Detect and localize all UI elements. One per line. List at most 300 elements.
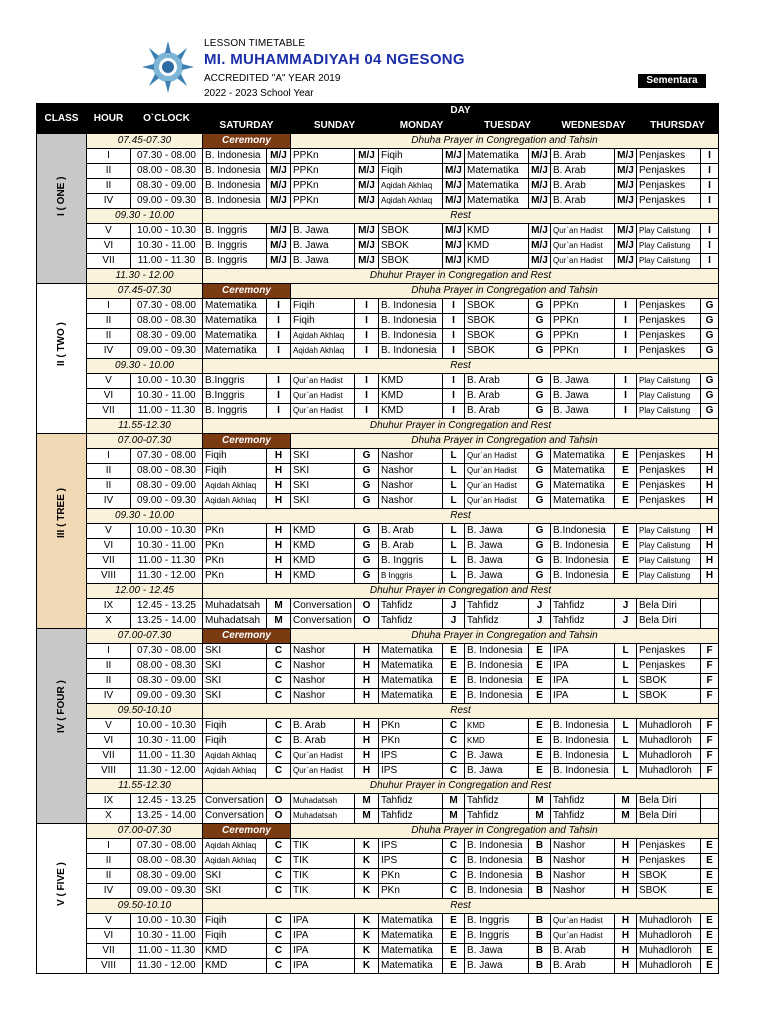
class-label: [37, 434, 87, 629]
subject-cell: PKn: [379, 869, 443, 884]
day-wednesday: WEDNESDAY: [551, 119, 637, 134]
time-cell: 11.00 - 11.30: [131, 554, 203, 569]
subject-cell: B. Jawa: [465, 764, 529, 779]
subject-cell: B. Jawa: [291, 224, 355, 239]
time-cell: 07.00-07.30: [87, 629, 203, 644]
table-row: [37, 749, 719, 764]
subject-cell: Penjaskes: [637, 164, 701, 179]
subject-cell: B. Arab: [465, 389, 529, 404]
teacher-code-cell: L: [443, 494, 465, 509]
teacher-code-cell: G: [355, 554, 379, 569]
subject-cell: Muhadloroh: [637, 719, 701, 734]
subject-cell: Aqidah Akhlaq: [203, 479, 267, 494]
hour-cell: II: [87, 164, 131, 179]
teacher-code-cell: [701, 809, 719, 824]
teacher-code-cell: G: [355, 539, 379, 554]
table-row: [37, 869, 719, 884]
hour-cell: IV: [87, 344, 131, 359]
subject-cell: B. Indonesia: [203, 194, 267, 209]
col-oclock: O`CLOCK: [131, 104, 203, 134]
teacher-code-cell: C: [443, 884, 465, 899]
teacher-code-cell: K: [355, 854, 379, 869]
teacher-code-cell: G: [701, 314, 719, 329]
activity-cell: Rest: [203, 509, 719, 524]
subject-cell: Bela Diri: [637, 794, 701, 809]
teacher-code-cell: M/J: [529, 179, 551, 194]
subject-cell: KMD: [379, 404, 443, 419]
subject-cell: PPKn: [291, 164, 355, 179]
subject-cell: Tahfidz: [551, 794, 615, 809]
teacher-code-cell: M: [443, 809, 465, 824]
subject-cell: Matematika: [465, 194, 529, 209]
hour-cell: I: [87, 149, 131, 164]
table-row: [37, 284, 719, 299]
table-row: [37, 239, 719, 254]
teacher-code-cell: M: [355, 794, 379, 809]
teacher-code-cell: I: [355, 389, 379, 404]
time-cell: 07.00-07.30: [87, 434, 203, 449]
table-row: [37, 629, 719, 644]
teacher-code-cell: L: [443, 524, 465, 539]
subject-cell: Nashor: [291, 659, 355, 674]
subject-cell: B. Indonesia: [551, 719, 615, 734]
teacher-code-cell: I: [615, 389, 637, 404]
subject-cell: Play Calistung: [637, 554, 701, 569]
subject-cell: B. Arab: [551, 179, 615, 194]
teacher-code-cell: G: [355, 494, 379, 509]
subject-cell: Fiqih: [203, 929, 267, 944]
subject-cell: Matematika: [379, 659, 443, 674]
col-class: CLASS: [37, 104, 87, 134]
subject-cell: B. Jawa: [551, 389, 615, 404]
table-row: [37, 344, 719, 359]
teacher-code-cell: K: [355, 839, 379, 854]
teacher-code-cell: H: [355, 674, 379, 689]
subject-cell: Nashor: [379, 494, 443, 509]
time-cell: 08.00 - 08.30: [131, 659, 203, 674]
subject-cell: B. Inggris: [203, 404, 267, 419]
subject-cell: SKI: [291, 479, 355, 494]
table-row: [37, 839, 719, 854]
teacher-code-cell: L: [615, 749, 637, 764]
activity-cell: Dhuha Prayer in Congregation and Tahsin: [291, 824, 719, 839]
teacher-code-cell: E: [615, 524, 637, 539]
teacher-code-cell: F: [701, 659, 719, 674]
subject-cell: B. Indonesia: [465, 644, 529, 659]
subject-cell: Penjaskes: [637, 299, 701, 314]
teacher-code-cell: C: [267, 674, 291, 689]
table-row: [37, 209, 719, 224]
subject-cell: B. Arab: [551, 194, 615, 209]
subject-cell: B. Indonesia: [203, 179, 267, 194]
teacher-code-cell: E: [701, 914, 719, 929]
teacher-code-cell: H: [615, 944, 637, 959]
table-row: [37, 674, 719, 689]
subject-cell: Fiqih: [379, 149, 443, 164]
subject-cell: Penjaskes: [637, 854, 701, 869]
time-cell: 09.00 - 09.30: [131, 344, 203, 359]
activity-cell: Dhuha Prayer in Congregation and Tahsin: [291, 629, 719, 644]
table-row: [37, 944, 719, 959]
hour-cell: VI: [87, 929, 131, 944]
time-cell: 11.00 - 11.30: [131, 254, 203, 269]
table-row: [37, 884, 719, 899]
teacher-code-cell: I: [443, 329, 465, 344]
teacher-code-cell: B: [529, 854, 551, 869]
subject-cell: Qur`an Hadist: [551, 914, 615, 929]
teacher-code-cell: H: [355, 719, 379, 734]
teacher-code-cell: M/J: [443, 164, 465, 179]
subject-cell: Play Calistung: [637, 524, 701, 539]
subject-cell: IPS: [379, 764, 443, 779]
teacher-code-cell: G: [355, 464, 379, 479]
table-row: [37, 524, 719, 539]
activity-cell: Dhuha Prayer in Congregation and Tahsin: [291, 434, 719, 449]
subject-cell: KMD: [465, 719, 529, 734]
teacher-code-cell: G: [355, 449, 379, 464]
subject-cell: Nashor: [291, 674, 355, 689]
time-cell: 07.00-07.30: [87, 824, 203, 839]
subject-cell: B. Jawa: [465, 959, 529, 974]
hour-cell: II: [87, 479, 131, 494]
teacher-code-cell: I: [615, 329, 637, 344]
teacher-code-cell: O: [267, 794, 291, 809]
subject-cell: B. Jawa: [551, 374, 615, 389]
teacher-code-cell: E: [443, 674, 465, 689]
subject-cell: B. Jawa: [465, 539, 529, 554]
time-cell: 10.30 - 11.00: [131, 539, 203, 554]
table-row: [37, 569, 719, 584]
time-cell: 10.00 - 10.30: [131, 719, 203, 734]
subject-cell: Qur`an Hadist: [551, 929, 615, 944]
subject-cell: Muhadatsah: [291, 809, 355, 824]
teacher-code-cell: O: [355, 614, 379, 629]
hour-cell: VII: [87, 944, 131, 959]
teacher-code-cell: G: [529, 374, 551, 389]
teacher-code-cell: I: [443, 344, 465, 359]
class-label: [37, 134, 87, 284]
teacher-code-cell: B: [529, 914, 551, 929]
teacher-code-cell: G: [529, 464, 551, 479]
subject-cell: Fiqih: [203, 449, 267, 464]
teacher-code-cell: [701, 599, 719, 614]
teacher-code-cell: M: [615, 809, 637, 824]
teacher-code-cell: O: [355, 599, 379, 614]
subject-cell: Matematika: [203, 299, 267, 314]
subject-cell: PKn: [203, 554, 267, 569]
subject-cell: Tahfidz: [465, 809, 529, 824]
subject-cell: IPA: [291, 929, 355, 944]
activity-cell: Rest: [203, 704, 719, 719]
subject-cell: Aqidah Akhlaq: [203, 839, 267, 854]
school-logo-icon: [140, 37, 196, 93]
time-cell: 12.45 - 13.25: [131, 794, 203, 809]
class-name: IV ( FOUR ): [55, 680, 67, 733]
subject-cell: Nashor: [551, 854, 615, 869]
subject-cell: KMD: [379, 374, 443, 389]
subject-cell: Tahfidz: [465, 794, 529, 809]
teacher-code-cell: F: [701, 719, 719, 734]
teacher-code-cell: L: [443, 539, 465, 554]
time-cell: 08.30 - 09.00: [131, 674, 203, 689]
teacher-code-cell: M/J: [443, 194, 465, 209]
table-row: [37, 449, 719, 464]
subject-cell: SBOK: [379, 224, 443, 239]
subject-cell: B. Jawa: [465, 554, 529, 569]
subject-cell: Muhadatsah: [291, 794, 355, 809]
table-row: [37, 734, 719, 749]
teacher-code-cell: G: [701, 329, 719, 344]
subject-cell: B. Arab: [551, 944, 615, 959]
subject-cell: Muhadloroh: [637, 959, 701, 974]
table-row: [37, 689, 719, 704]
day-thursday: THURSDAY: [637, 119, 719, 134]
subject-cell: Aqidah Akhlaq: [379, 194, 443, 209]
teacher-code-cell: C: [267, 914, 291, 929]
activity-cell: Dhuhur Prayer in Congregation and Rest: [203, 584, 719, 599]
hour-cell: II: [87, 314, 131, 329]
table-row: [37, 269, 719, 284]
teacher-code-cell: E: [615, 554, 637, 569]
teacher-code-cell: M/J: [615, 164, 637, 179]
teacher-code-cell: M/J: [443, 239, 465, 254]
teacher-code-cell: E: [615, 479, 637, 494]
teacher-code-cell: M/J: [529, 224, 551, 239]
subject-cell: B. Indonesia: [551, 764, 615, 779]
subject-cell: SBOK: [637, 869, 701, 884]
subject-cell: Aqidah Akhlaq: [291, 329, 355, 344]
hour-cell: VI: [87, 539, 131, 554]
subject-cell: B. Inggris: [465, 914, 529, 929]
class-label: [37, 824, 87, 974]
teacher-code-cell: O: [267, 809, 291, 824]
time-cell: 11.55-12.30: [87, 779, 203, 794]
hour-cell: X: [87, 809, 131, 824]
subject-cell: Qur`an Hadist: [291, 404, 355, 419]
subject-cell: IPA: [551, 644, 615, 659]
teacher-code-cell: I: [443, 404, 465, 419]
teacher-code-cell: K: [355, 944, 379, 959]
time-cell: 10.00 - 10.30: [131, 224, 203, 239]
table-row: [37, 509, 719, 524]
hour-cell: IV: [87, 194, 131, 209]
table-row: [37, 494, 719, 509]
subject-cell: SBOK: [637, 674, 701, 689]
subject-cell: Penjaskes: [637, 179, 701, 194]
hour-cell: VII: [87, 404, 131, 419]
table-row: [37, 224, 719, 239]
teacher-code-cell: F: [701, 764, 719, 779]
teacher-code-cell: G: [701, 299, 719, 314]
teacher-code-cell: G: [529, 344, 551, 359]
subject-cell: Muhadatsah: [203, 614, 267, 629]
subject-cell: Penjaskes: [637, 464, 701, 479]
subject-cell: PKn: [203, 569, 267, 584]
teacher-code-cell: I: [443, 299, 465, 314]
time-cell: 11.55-12.30: [87, 419, 203, 434]
teacher-code-cell: I: [267, 344, 291, 359]
time-cell: 07.30 - 08.00: [131, 149, 203, 164]
hour-cell: VII: [87, 554, 131, 569]
teacher-code-cell: K: [355, 914, 379, 929]
subject-cell: Penjaskes: [637, 194, 701, 209]
subject-cell: IPS: [379, 839, 443, 854]
teacher-code-cell: I: [615, 374, 637, 389]
subject-cell: Aqidah Akhlaq: [291, 344, 355, 359]
timetable: [36, 103, 719, 974]
subject-cell: B.Inggris: [203, 389, 267, 404]
subject-cell: SBOK: [379, 254, 443, 269]
subject-cell: KMD: [379, 389, 443, 404]
subject-cell: SBOK: [465, 299, 529, 314]
time-cell: 10.30 - 11.00: [131, 734, 203, 749]
table-row: [37, 299, 719, 314]
teacher-code-cell: L: [615, 644, 637, 659]
time-cell: 08.00 - 08.30: [131, 464, 203, 479]
subject-cell: Qur`an Hadist: [551, 224, 615, 239]
teacher-code-cell: F: [701, 644, 719, 659]
hour-cell: VI: [87, 389, 131, 404]
teacher-code-cell: K: [355, 869, 379, 884]
teacher-code-cell: E: [529, 644, 551, 659]
teacher-code-cell: G: [701, 344, 719, 359]
teacher-code-cell: M: [355, 809, 379, 824]
subject-cell: Matematika: [379, 644, 443, 659]
hour-cell: I: [87, 839, 131, 854]
subject-cell: PKn: [203, 524, 267, 539]
teacher-code-cell: M/J: [443, 179, 465, 194]
hour-cell: I: [87, 644, 131, 659]
teacher-code-cell: I: [701, 224, 719, 239]
col-hour: HOUR: [87, 104, 131, 134]
teacher-code-cell: H: [701, 479, 719, 494]
subject-cell: B. Inggris: [203, 254, 267, 269]
teacher-code-cell: E: [443, 944, 465, 959]
subject-cell: PKn: [379, 734, 443, 749]
teacher-code-cell: M/J: [529, 164, 551, 179]
teacher-code-cell: B: [529, 959, 551, 974]
teacher-code-cell: H: [701, 494, 719, 509]
subject-cell: B.Inggris: [203, 374, 267, 389]
subject-cell: Matematika: [203, 329, 267, 344]
teacher-code-cell: I: [355, 299, 379, 314]
subject-cell: B. Arab: [465, 404, 529, 419]
subject-cell: Tahfidz: [465, 614, 529, 629]
subject-cell: Matematika: [379, 914, 443, 929]
table-row: [37, 824, 719, 839]
teacher-code-cell: I: [701, 239, 719, 254]
teacher-code-cell: I: [267, 329, 291, 344]
activity-cell: Dhuhur Prayer in Congregation and Rest: [203, 419, 719, 434]
subject-cell: SKI: [291, 464, 355, 479]
activity-cell: Rest: [203, 899, 719, 914]
subject-cell: B. Indonesia: [465, 674, 529, 689]
subject-cell: SKI: [203, 869, 267, 884]
teacher-code-cell: C: [267, 659, 291, 674]
subject-cell: B. Indonesia: [551, 554, 615, 569]
subject-cell: Conversation: [203, 794, 267, 809]
teacher-code-cell: M/J: [443, 149, 465, 164]
time-cell: 09.00 - 09.30: [131, 494, 203, 509]
subject-cell: Penjaskes: [637, 644, 701, 659]
teacher-code-cell: E: [615, 569, 637, 584]
document-header: [0, 0, 768, 103]
subject-cell: KMD: [291, 554, 355, 569]
teacher-code-cell: H: [615, 854, 637, 869]
ceremony-cell: Ceremony: [203, 824, 291, 839]
teacher-code-cell: M/J: [529, 254, 551, 269]
teacher-code-cell: H: [355, 749, 379, 764]
teacher-code-cell: L: [443, 449, 465, 464]
teacher-code-cell: E: [529, 764, 551, 779]
subject-cell: B. Indonesia: [379, 344, 443, 359]
teacher-code-cell: B: [529, 839, 551, 854]
teacher-code-cell: G: [355, 569, 379, 584]
subject-cell: Qur`an Hadist: [291, 389, 355, 404]
ceremony-cell: Ceremony: [203, 629, 291, 644]
teacher-code-cell: H: [701, 539, 719, 554]
table-row: [37, 374, 719, 389]
subject-cell: TIK: [291, 884, 355, 899]
subject-cell: Aqidah Akhlaq: [203, 494, 267, 509]
table-row: [37, 644, 719, 659]
teacher-code-cell: E: [529, 674, 551, 689]
teacher-code-cell: M/J: [615, 149, 637, 164]
subject-cell: IPA: [291, 914, 355, 929]
teacher-code-cell: M/J: [443, 224, 465, 239]
teacher-code-cell: F: [701, 689, 719, 704]
teacher-code-cell: M/J: [615, 224, 637, 239]
hour-cell: VI: [87, 734, 131, 749]
teacher-code-cell: M: [529, 809, 551, 824]
teacher-code-cell: B: [529, 944, 551, 959]
hour-cell: IV: [87, 494, 131, 509]
hour-cell: VI: [87, 239, 131, 254]
teacher-code-cell: J: [615, 614, 637, 629]
subject-cell: Conversation: [291, 614, 355, 629]
class-label: [37, 629, 87, 824]
subject-cell: Matematika: [379, 929, 443, 944]
time-cell: 11.30 - 12.00: [131, 764, 203, 779]
teacher-code-cell: K: [355, 929, 379, 944]
subject-cell: B. Indonesia: [551, 569, 615, 584]
subject-cell: B. Inggris: [379, 554, 443, 569]
subject-cell: Fiqih: [379, 164, 443, 179]
subject-cell: Qur`an Hadist: [465, 494, 529, 509]
teacher-code-cell: I: [355, 404, 379, 419]
teacher-code-cell: E: [615, 494, 637, 509]
teacher-code-cell: M/J: [267, 224, 291, 239]
subject-cell: B. Indonesia: [551, 734, 615, 749]
subject-cell: SKI: [203, 644, 267, 659]
teacher-code-cell: G: [529, 389, 551, 404]
time-cell: 08.00 - 08.30: [131, 314, 203, 329]
subject-cell: Muhadloroh: [637, 914, 701, 929]
teacher-code-cell: E: [443, 659, 465, 674]
subject-cell: B. Jawa: [551, 404, 615, 419]
subject-cell: SBOK: [379, 239, 443, 254]
teacher-code-cell: M/J: [529, 239, 551, 254]
subject-cell: Play Calistung: [637, 374, 701, 389]
teacher-code-cell: H: [615, 914, 637, 929]
teacher-code-cell: G: [529, 524, 551, 539]
subject-cell: SKI: [203, 884, 267, 899]
table-row: [37, 719, 719, 734]
subject-cell: B. Arab: [379, 524, 443, 539]
subject-cell: Penjaskes: [637, 479, 701, 494]
class-label: [37, 284, 87, 434]
subject-cell: Muhadloroh: [637, 749, 701, 764]
